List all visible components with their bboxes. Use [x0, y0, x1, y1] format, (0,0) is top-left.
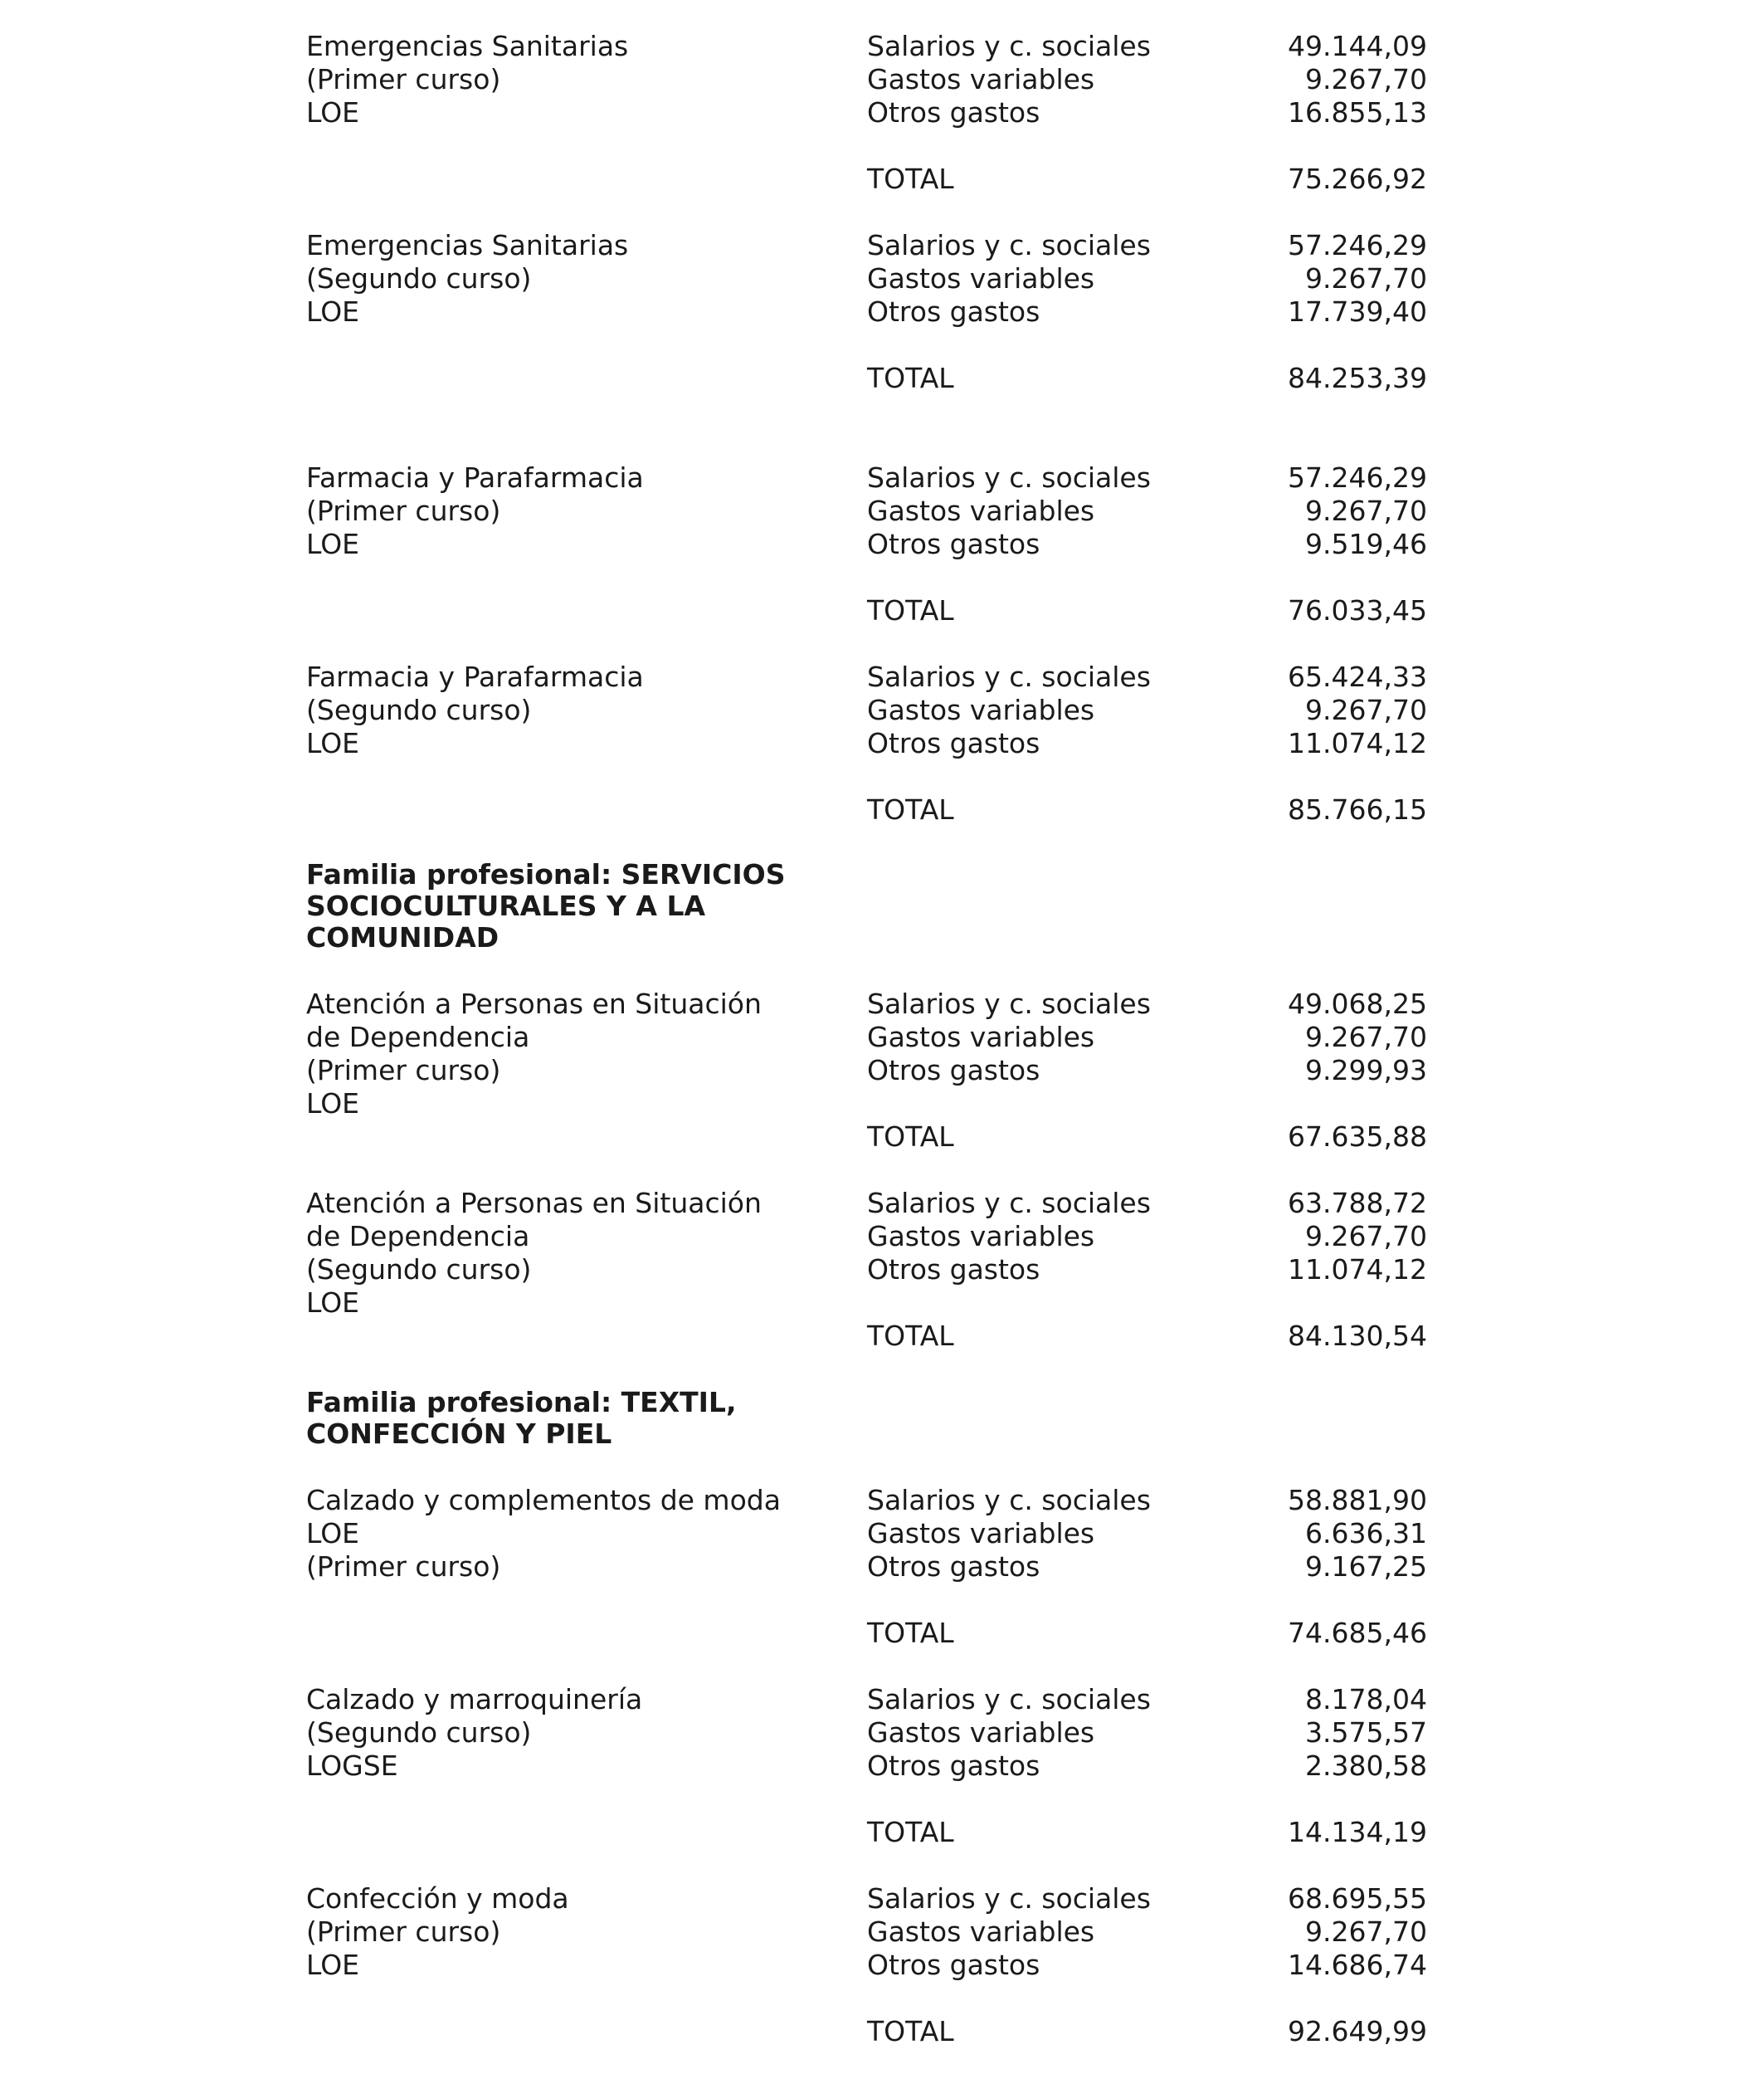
total-label: TOTAL	[867, 1320, 954, 1352]
cost-value: 17.739,40	[1288, 295, 1427, 328]
course-line: (Primer curso)	[306, 63, 501, 95]
course-line: (Segundo curso)	[306, 694, 532, 726]
cost-value: 63.788,72	[1288, 1187, 1427, 1219]
course-line: LOE	[306, 1087, 360, 1120]
cost-value: 9.267,70	[1305, 1021, 1427, 1053]
cost-value: 16.855,13	[1288, 96, 1427, 129]
cost-label: Salarios y c. sociales	[867, 988, 1151, 1020]
course-line: LOE	[306, 1949, 360, 1981]
cost-value: 57.246,29	[1288, 461, 1427, 494]
course-line: (Primer curso)	[306, 1915, 501, 1948]
cost-label: Gastos variables	[867, 262, 1095, 295]
course-line: LOE	[306, 295, 360, 328]
course-line: LOE	[306, 1286, 360, 1319]
cost-value: 9.519,46	[1305, 528, 1427, 560]
course-line: LOE	[306, 528, 360, 560]
course-line: (Segundo curso)	[306, 1253, 532, 1286]
cost-label: Otros gastos	[867, 1749, 1040, 1782]
total-label: TOTAL	[867, 1816, 954, 1848]
total-value: 85.766,15	[1288, 793, 1427, 826]
family-heading: SOCIOCULTURALES Y A LA	[306, 890, 706, 922]
course-line: (Primer curso)	[306, 1054, 501, 1086]
course-line: (Primer curso)	[306, 1550, 501, 1583]
course-line: de Dependencia	[306, 1220, 530, 1252]
cost-value: 49.068,25	[1288, 988, 1427, 1020]
cost-label: Gastos variables	[867, 495, 1095, 527]
course-line: Emergencias Sanitarias	[306, 30, 629, 62]
cost-value: 9.267,70	[1305, 495, 1427, 527]
course-line: Farmacia y Parafarmacia	[306, 661, 644, 693]
total-label: TOTAL	[867, 2015, 954, 2047]
cost-value: 9.267,70	[1305, 694, 1427, 726]
course-line: Emergencias Sanitarias	[306, 229, 629, 261]
cost-label: Gastos variables	[867, 1021, 1095, 1053]
cost-value: 8.178,04	[1305, 1683, 1427, 1715]
cost-label: Otros gastos	[867, 727, 1040, 759]
cost-label: Otros gastos	[867, 295, 1040, 328]
cost-label: Salarios y c. sociales	[867, 30, 1151, 62]
family-heading: COMUNIDAD	[306, 921, 499, 954]
cost-label: Salarios y c. sociales	[867, 229, 1151, 261]
course-line: (Segundo curso)	[306, 262, 532, 295]
total-value: 67.635,88	[1288, 1120, 1427, 1153]
cost-label: Otros gastos	[867, 1253, 1040, 1286]
family-heading: Familia profesional: SERVICIOS	[306, 858, 786, 891]
cost-label: Salarios y c. sociales	[867, 661, 1151, 693]
course-line: LOGSE	[306, 1749, 398, 1782]
cost-label: Salarios y c. sociales	[867, 1683, 1151, 1715]
cost-label: Gastos variables	[867, 1716, 1095, 1749]
total-label: TOTAL	[867, 163, 954, 195]
total-value: 75.266,92	[1288, 163, 1427, 195]
cost-value: 65.424,33	[1288, 661, 1427, 693]
cost-label: Gastos variables	[867, 1517, 1095, 1549]
cost-value: 6.636,31	[1305, 1517, 1427, 1549]
course-line: Calzado y complementos de moda	[306, 1484, 781, 1516]
cost-value: 9.267,70	[1305, 63, 1427, 95]
cost-label: Otros gastos	[867, 96, 1040, 129]
cost-value: 11.074,12	[1288, 1253, 1427, 1286]
cost-value: 9.299,93	[1305, 1054, 1427, 1086]
cost-value: 9.267,70	[1305, 262, 1427, 295]
cost-label: Salarios y c. sociales	[867, 461, 1151, 494]
cost-value: 3.575,57	[1305, 1716, 1427, 1749]
cost-value: 57.246,29	[1288, 229, 1427, 261]
cost-label: Salarios y c. sociales	[867, 1882, 1151, 1915]
cost-value: 49.144,09	[1288, 30, 1427, 62]
total-value: 92.649,99	[1288, 2015, 1427, 2047]
cost-label: Gastos variables	[867, 63, 1095, 95]
course-line: Atención a Personas en Situación	[306, 1187, 762, 1219]
total-label: TOTAL	[867, 594, 954, 627]
total-value: 84.253,39	[1288, 362, 1427, 394]
total-label: TOTAL	[867, 1120, 954, 1153]
cost-value: 58.881,90	[1288, 1484, 1427, 1516]
total-value: 76.033,45	[1288, 594, 1427, 627]
cost-value: 9.267,70	[1305, 1220, 1427, 1252]
family-heading: Familia profesional: TEXTIL,	[306, 1386, 737, 1418]
course-line: Atención a Personas en Situación	[306, 988, 762, 1020]
cost-label: Salarios y c. sociales	[867, 1187, 1151, 1219]
cost-label: Otros gastos	[867, 1550, 1040, 1583]
cost-label: Gastos variables	[867, 1915, 1095, 1948]
cost-value: 11.074,12	[1288, 727, 1427, 759]
cost-label: Gastos variables	[867, 1220, 1095, 1252]
cost-value: 68.695,55	[1288, 1882, 1427, 1915]
family-heading: CONFECCIÓN Y PIEL	[306, 1418, 612, 1450]
cost-label: Otros gastos	[867, 1054, 1040, 1086]
total-label: TOTAL	[867, 793, 954, 826]
total-value: 74.685,46	[1288, 1617, 1427, 1649]
course-line: LOE	[306, 96, 360, 129]
cost-value: 9.167,25	[1305, 1550, 1427, 1583]
course-line: LOE	[306, 727, 360, 759]
total-label: TOTAL	[867, 1617, 954, 1649]
course-line: LOE	[306, 1517, 360, 1549]
course-line: de Dependencia	[306, 1021, 530, 1053]
total-value: 84.130,54	[1288, 1320, 1427, 1352]
cost-label: Salarios y c. sociales	[867, 1484, 1151, 1516]
course-line: Confección y moda	[306, 1882, 569, 1915]
total-value: 14.134,19	[1288, 1816, 1427, 1848]
cost-value: 9.267,70	[1305, 1915, 1427, 1948]
course-line: (Segundo curso)	[306, 1716, 532, 1749]
cost-label: Otros gastos	[867, 528, 1040, 560]
course-line: Calzado y marroquinería	[306, 1683, 643, 1715]
course-line: Farmacia y Parafarmacia	[306, 461, 644, 494]
total-label: TOTAL	[867, 362, 954, 394]
cost-value: 14.686,74	[1288, 1949, 1427, 1981]
cost-value: 2.380,58	[1305, 1749, 1427, 1782]
course-line: (Primer curso)	[306, 495, 501, 527]
cost-label: Gastos variables	[867, 694, 1095, 726]
cost-label: Otros gastos	[867, 1949, 1040, 1981]
